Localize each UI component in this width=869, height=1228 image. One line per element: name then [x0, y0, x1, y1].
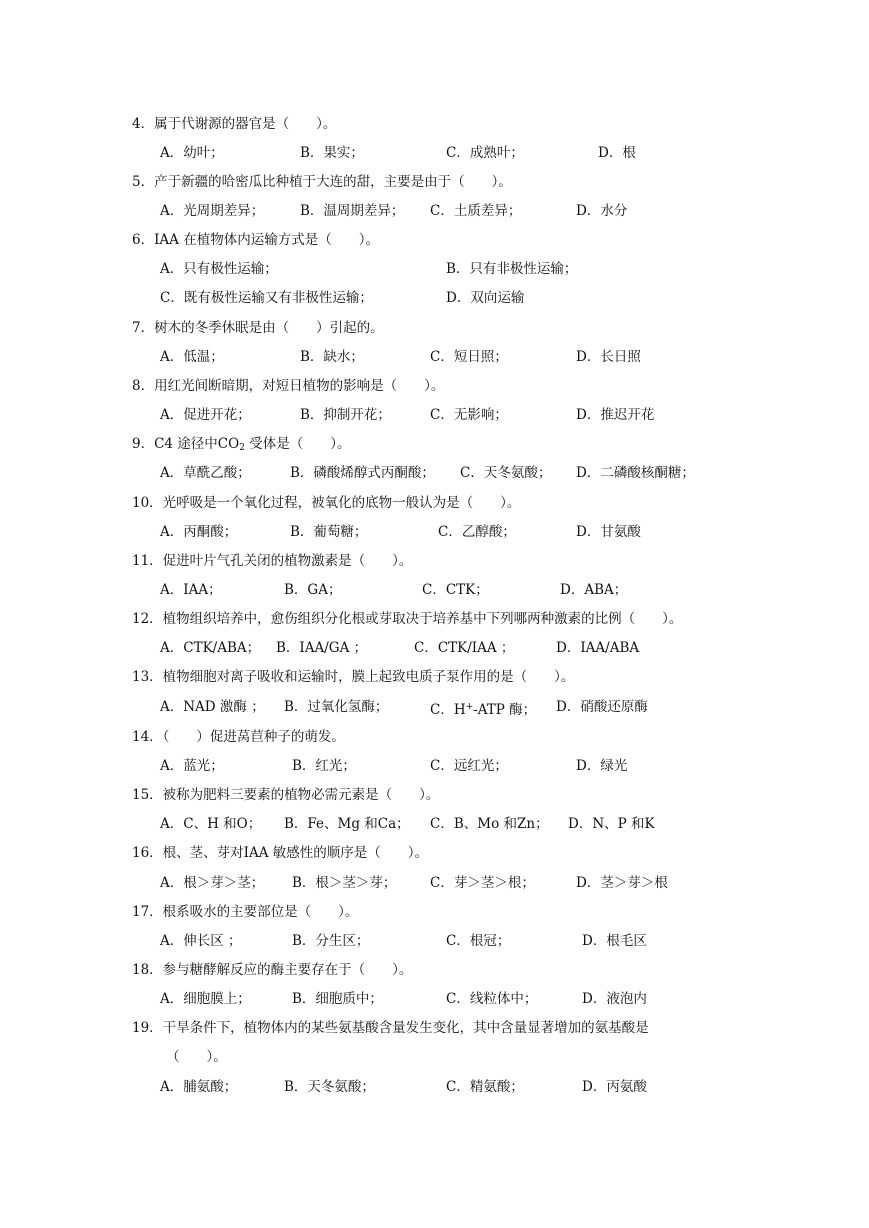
option-c: C．CTK；	[422, 582, 489, 598]
option-d: D．推迟开花	[576, 407, 655, 423]
option-d: D．绿光	[576, 758, 628, 774]
option-c: C．B、Mo 和Zn；	[430, 816, 549, 832]
question-stem: 8．用红光间断暗期，对短日植物的影响是（ ）。	[132, 378, 445, 394]
option-c	[430, 697, 536, 720]
option-d: D．丙氨酸	[582, 1079, 647, 1095]
option-a: A．IAA；	[160, 582, 222, 598]
option-b: B．IAA/GA ；	[276, 640, 368, 656]
option-b: B．Fe、Mg 和Ca；	[284, 816, 410, 832]
option-a: A．NAD 激酶 ；	[160, 699, 265, 715]
option-c: C．乙醇酸；	[438, 524, 516, 540]
option-a: A．草酰乙酸；	[160, 465, 251, 481]
option-d: D．水分	[576, 203, 628, 219]
option-c: C．线粒体中；	[446, 991, 538, 1007]
option-c-text: -ATP 酶；	[473, 702, 537, 718]
question-stem	[132, 434, 350, 458]
option-d: D．甘氨酸	[576, 524, 641, 540]
option-d: D．茎＞芽＞根	[576, 875, 668, 891]
option-d: D．二磷酸核酮糖；	[576, 465, 695, 481]
option-b: B．GA；	[284, 582, 342, 598]
option-c: C．CTK/IAA ；	[414, 640, 515, 656]
option-a: A．蓝光；	[160, 758, 224, 774]
option-a: A．丙酮酸；	[160, 524, 238, 540]
question-stem: 7．树木的冬季休眠是由（ ）引起的。	[132, 320, 384, 336]
option-b: B．葡萄糖；	[290, 524, 368, 540]
stem-text: 受体是（ ）。	[244, 436, 351, 452]
option-b: B．根＞茎＞芽；	[292, 875, 397, 891]
option-d: D．IAA/ABA	[556, 640, 640, 656]
option-c: C．芽＞茎＞根；	[430, 875, 535, 891]
option-c-text: C．H	[430, 702, 466, 718]
subscript: 2	[239, 443, 245, 453]
option-b: B．细胞质中；	[292, 991, 383, 1007]
question-stem: 13．植物细胞对离子吸收和运输时，膜上起致电质子泵作用的是（ ）。	[132, 669, 575, 685]
option-d: D．双向运输	[446, 290, 525, 306]
question-stem: 15．被称为肥料三要素的植物必需元素是（ ）。	[132, 787, 440, 803]
superscript: +	[465, 702, 474, 712]
question-stem: 16．根、茎、芽对IAA 敏感性的顺序是（ ）。	[132, 845, 429, 861]
option-b: B．红光；	[292, 758, 356, 774]
question-stem: 19．干旱条件下，植物体内的某些氨基酸含量发生变化，其中含量显著增加的氨基酸是	[132, 1020, 649, 1036]
question-stem: 4．属于代谢源的器官是（ ）。	[132, 116, 337, 132]
stem-text: 9．C4 途径中CO	[132, 436, 240, 452]
option-a: A．细胞膜上；	[160, 991, 251, 1007]
option-d: D．长日照	[576, 349, 641, 365]
question-stem: 17．根系吸水的主要部位是（ ）。	[132, 904, 359, 920]
option-a: A．C、H 和O；	[160, 816, 262, 832]
question-stem: 12．植物组织培养中，愈伤组织分化根或芽取决于培养基中下列哪两种激素的比例（ ）。	[132, 611, 683, 627]
option-d: D．ABA；	[560, 582, 628, 598]
option-b: B．抑制开花；	[300, 407, 391, 423]
option-c: C．短日照；	[430, 349, 508, 365]
option-a: A．幼叶；	[160, 145, 224, 161]
option-a: A．伸长区 ；	[160, 933, 242, 949]
option-d: D．硝酸还原酶	[556, 699, 648, 715]
option-a: A．只有极性运输；	[160, 261, 278, 277]
option-d: D．N、P 和K	[568, 816, 655, 832]
question-stem: 6．IAA 在植物体内运输方式是（ ）。	[132, 232, 379, 248]
option-a: A．低温；	[160, 349, 224, 365]
option-c: C．远红光；	[430, 758, 508, 774]
question-stem-continuation: （ ）。	[166, 1049, 227, 1065]
option-b: B．只有非极性运输；	[446, 261, 578, 277]
option-b: B．天冬氨酸；	[284, 1079, 375, 1095]
option-d: D．根毛区	[582, 933, 647, 949]
option-c: C．精氨酸；	[446, 1079, 524, 1095]
option-b: B．温周期差异；	[300, 203, 405, 219]
question-stem: 11．促进叶片气孔关闭的植物激素是（ ）。	[132, 553, 413, 569]
option-b: B．分生区；	[292, 933, 370, 949]
option-a: A．脯氨酸；	[160, 1079, 238, 1095]
option-a: A．根＞芽＞茎；	[160, 875, 265, 891]
option-c: C．土质差异；	[430, 203, 522, 219]
option-b: B．磷酸烯醇式丙酮酸；	[290, 465, 435, 481]
option-b: B．果实；	[300, 145, 364, 161]
question-stem: 10．光呼吸是一个氧化过程，被氧化的底物一般认为是（ ）。	[132, 495, 521, 511]
option-c: C．天冬氨酸；	[460, 465, 552, 481]
question-stem: 5．产于新疆的哈密瓜比种植于大连的甜，主要是由于（ ）。	[132, 174, 512, 190]
option-d: D．根	[598, 145, 636, 161]
option-c: C．根冠；	[446, 933, 511, 949]
option-a: A．光周期差异；	[160, 203, 265, 219]
option-b: B．过氧化氢酶；	[284, 699, 389, 715]
option-c: C．既有极性运输又有非极性运输；	[160, 290, 373, 306]
question-stem: 18．参与糖酵解反应的酶主要存在于（ ）。	[132, 962, 413, 978]
option-d: D．液泡内	[582, 991, 647, 1007]
question-stem: 14．（ ）促进莴苣种子的萌发。	[132, 729, 345, 745]
option-a: A．CTK/ABA；	[160, 640, 261, 656]
option-c: C．无影响；	[430, 407, 508, 423]
option-c: C．成熟叶；	[446, 145, 524, 161]
option-a: A．促进开花；	[160, 407, 251, 423]
option-b: B．缺水；	[300, 349, 364, 365]
